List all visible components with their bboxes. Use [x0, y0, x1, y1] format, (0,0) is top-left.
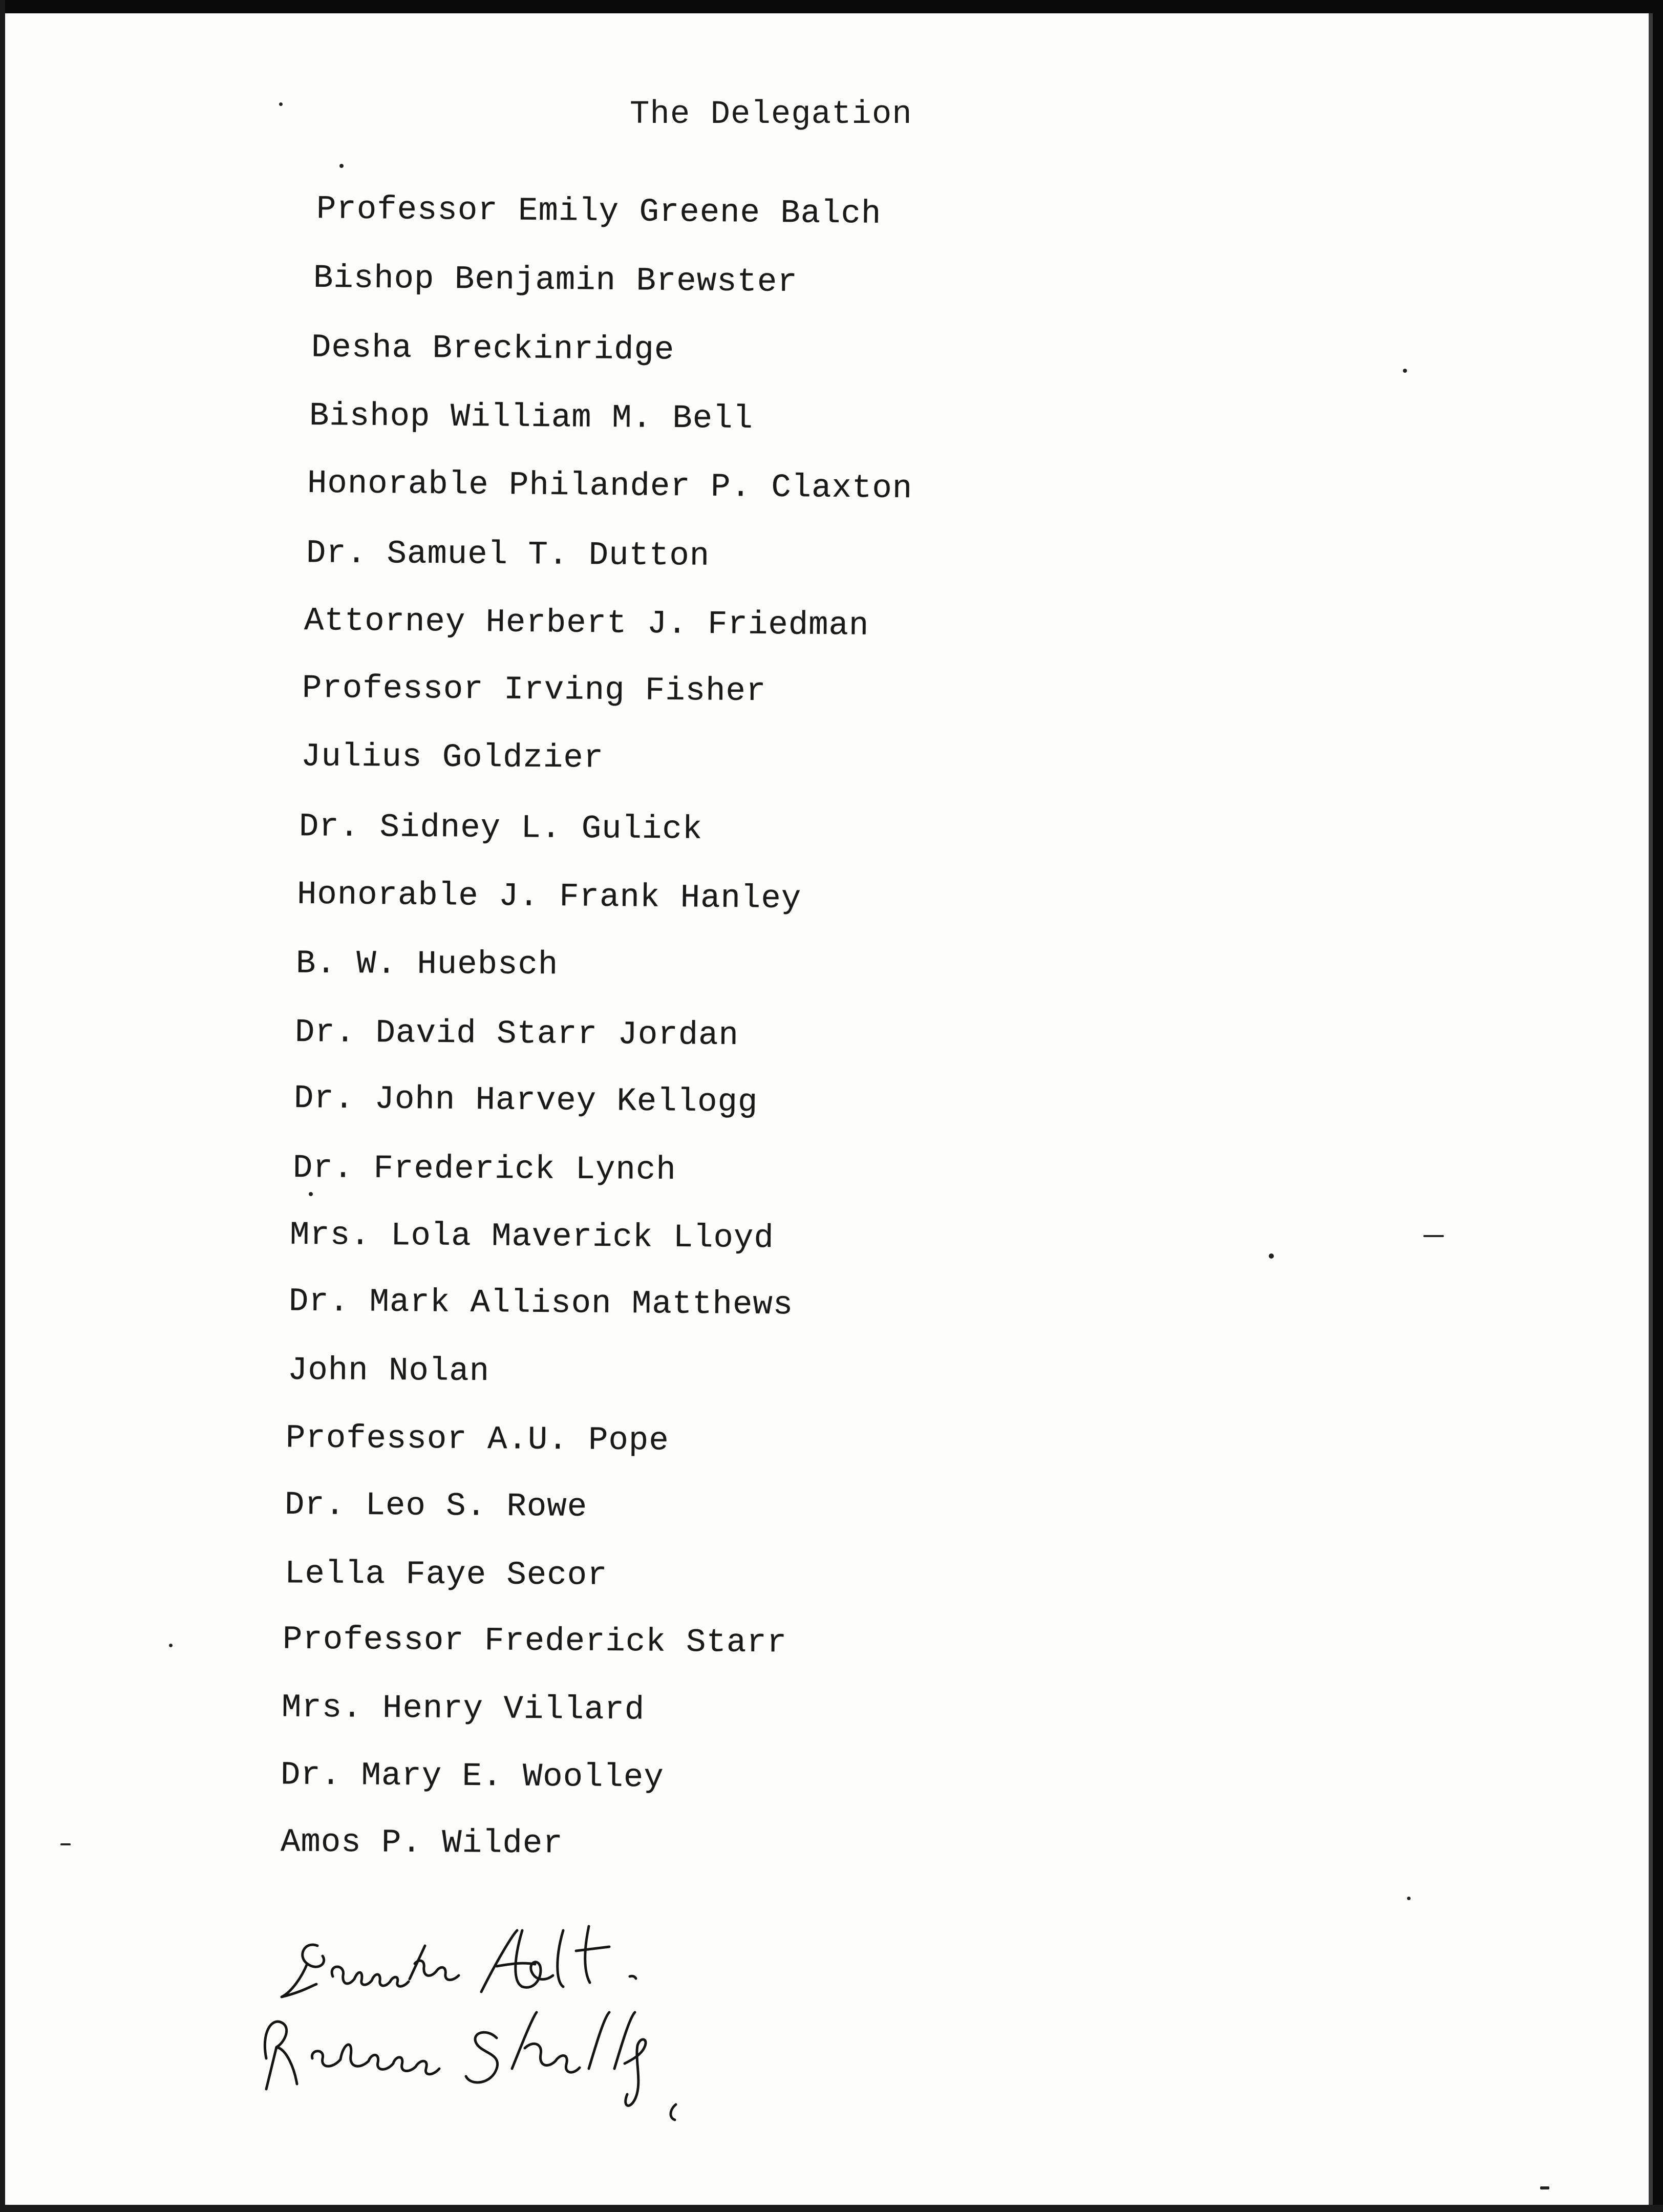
list-item: Dr. Sidney L. Gulick — [299, 809, 703, 848]
list-item: Dr. John Harvey Kellogg — [293, 1080, 758, 1121]
list-item: Professor Irving Fisher — [302, 670, 766, 711]
scan-speck — [339, 164, 344, 168]
scan-speck — [169, 1644, 173, 1647]
list-item: Mrs. Henry Villard — [281, 1689, 645, 1729]
list-item: Honorable J. Frank Hanley — [296, 876, 802, 918]
list-item: Dr. Mary E. Woolley — [280, 1757, 664, 1797]
signature-rebecca-shelly — [265, 2012, 676, 2120]
list-item: Honorable Philander P. Claxton — [307, 465, 913, 508]
scan-speck — [1269, 1253, 1274, 1259]
list-item: Bishop Benjamin Brewster — [313, 260, 798, 302]
list-item: Bishop William M. Bell — [309, 397, 754, 438]
scan-speck — [1540, 2186, 1549, 2189]
signature-hamilton-holt — [282, 1926, 636, 1997]
list-item: John Nolan — [287, 1352, 490, 1391]
list-item: Lella Faye Secor — [284, 1556, 608, 1594]
scan-speck — [1423, 1235, 1444, 1237]
list-item: Mrs. Lola Maverick Lloyd — [289, 1217, 774, 1258]
list-item: Dr. Frederick Lynch — [292, 1150, 676, 1189]
list-item: Professor Frederick Starr — [282, 1621, 787, 1662]
list-item: Attorney Herbert J. Friedman — [304, 603, 869, 645]
list-item: Dr. Mark Allison Matthews — [288, 1283, 794, 1324]
list-item: Desha Breckinridge — [311, 329, 675, 369]
list-item: Professor A.U. Pope — [285, 1420, 669, 1460]
list-item: B. W. Huebsch — [295, 945, 559, 984]
handwritten-signatures — [256, 1915, 819, 2130]
list-item: Dr. Samuel T. Dutton — [306, 535, 710, 575]
list-item: Amos P. Wilder — [280, 1824, 563, 1863]
list-item: Dr. Leo S. Rowe — [284, 1486, 588, 1526]
scan-speck — [60, 1843, 71, 1845]
scan-speck — [279, 102, 283, 106]
list-item: Professor Emily Greene Balch — [316, 191, 882, 233]
page-title: The Delegation — [630, 96, 912, 133]
scan-speck — [1407, 1897, 1411, 1900]
scan-speck — [309, 1192, 313, 1196]
list-item: Julius Goldzier — [301, 738, 604, 777]
scan-speck — [1403, 369, 1407, 373]
list-item: Dr. David Starr Jordan — [294, 1014, 739, 1055]
